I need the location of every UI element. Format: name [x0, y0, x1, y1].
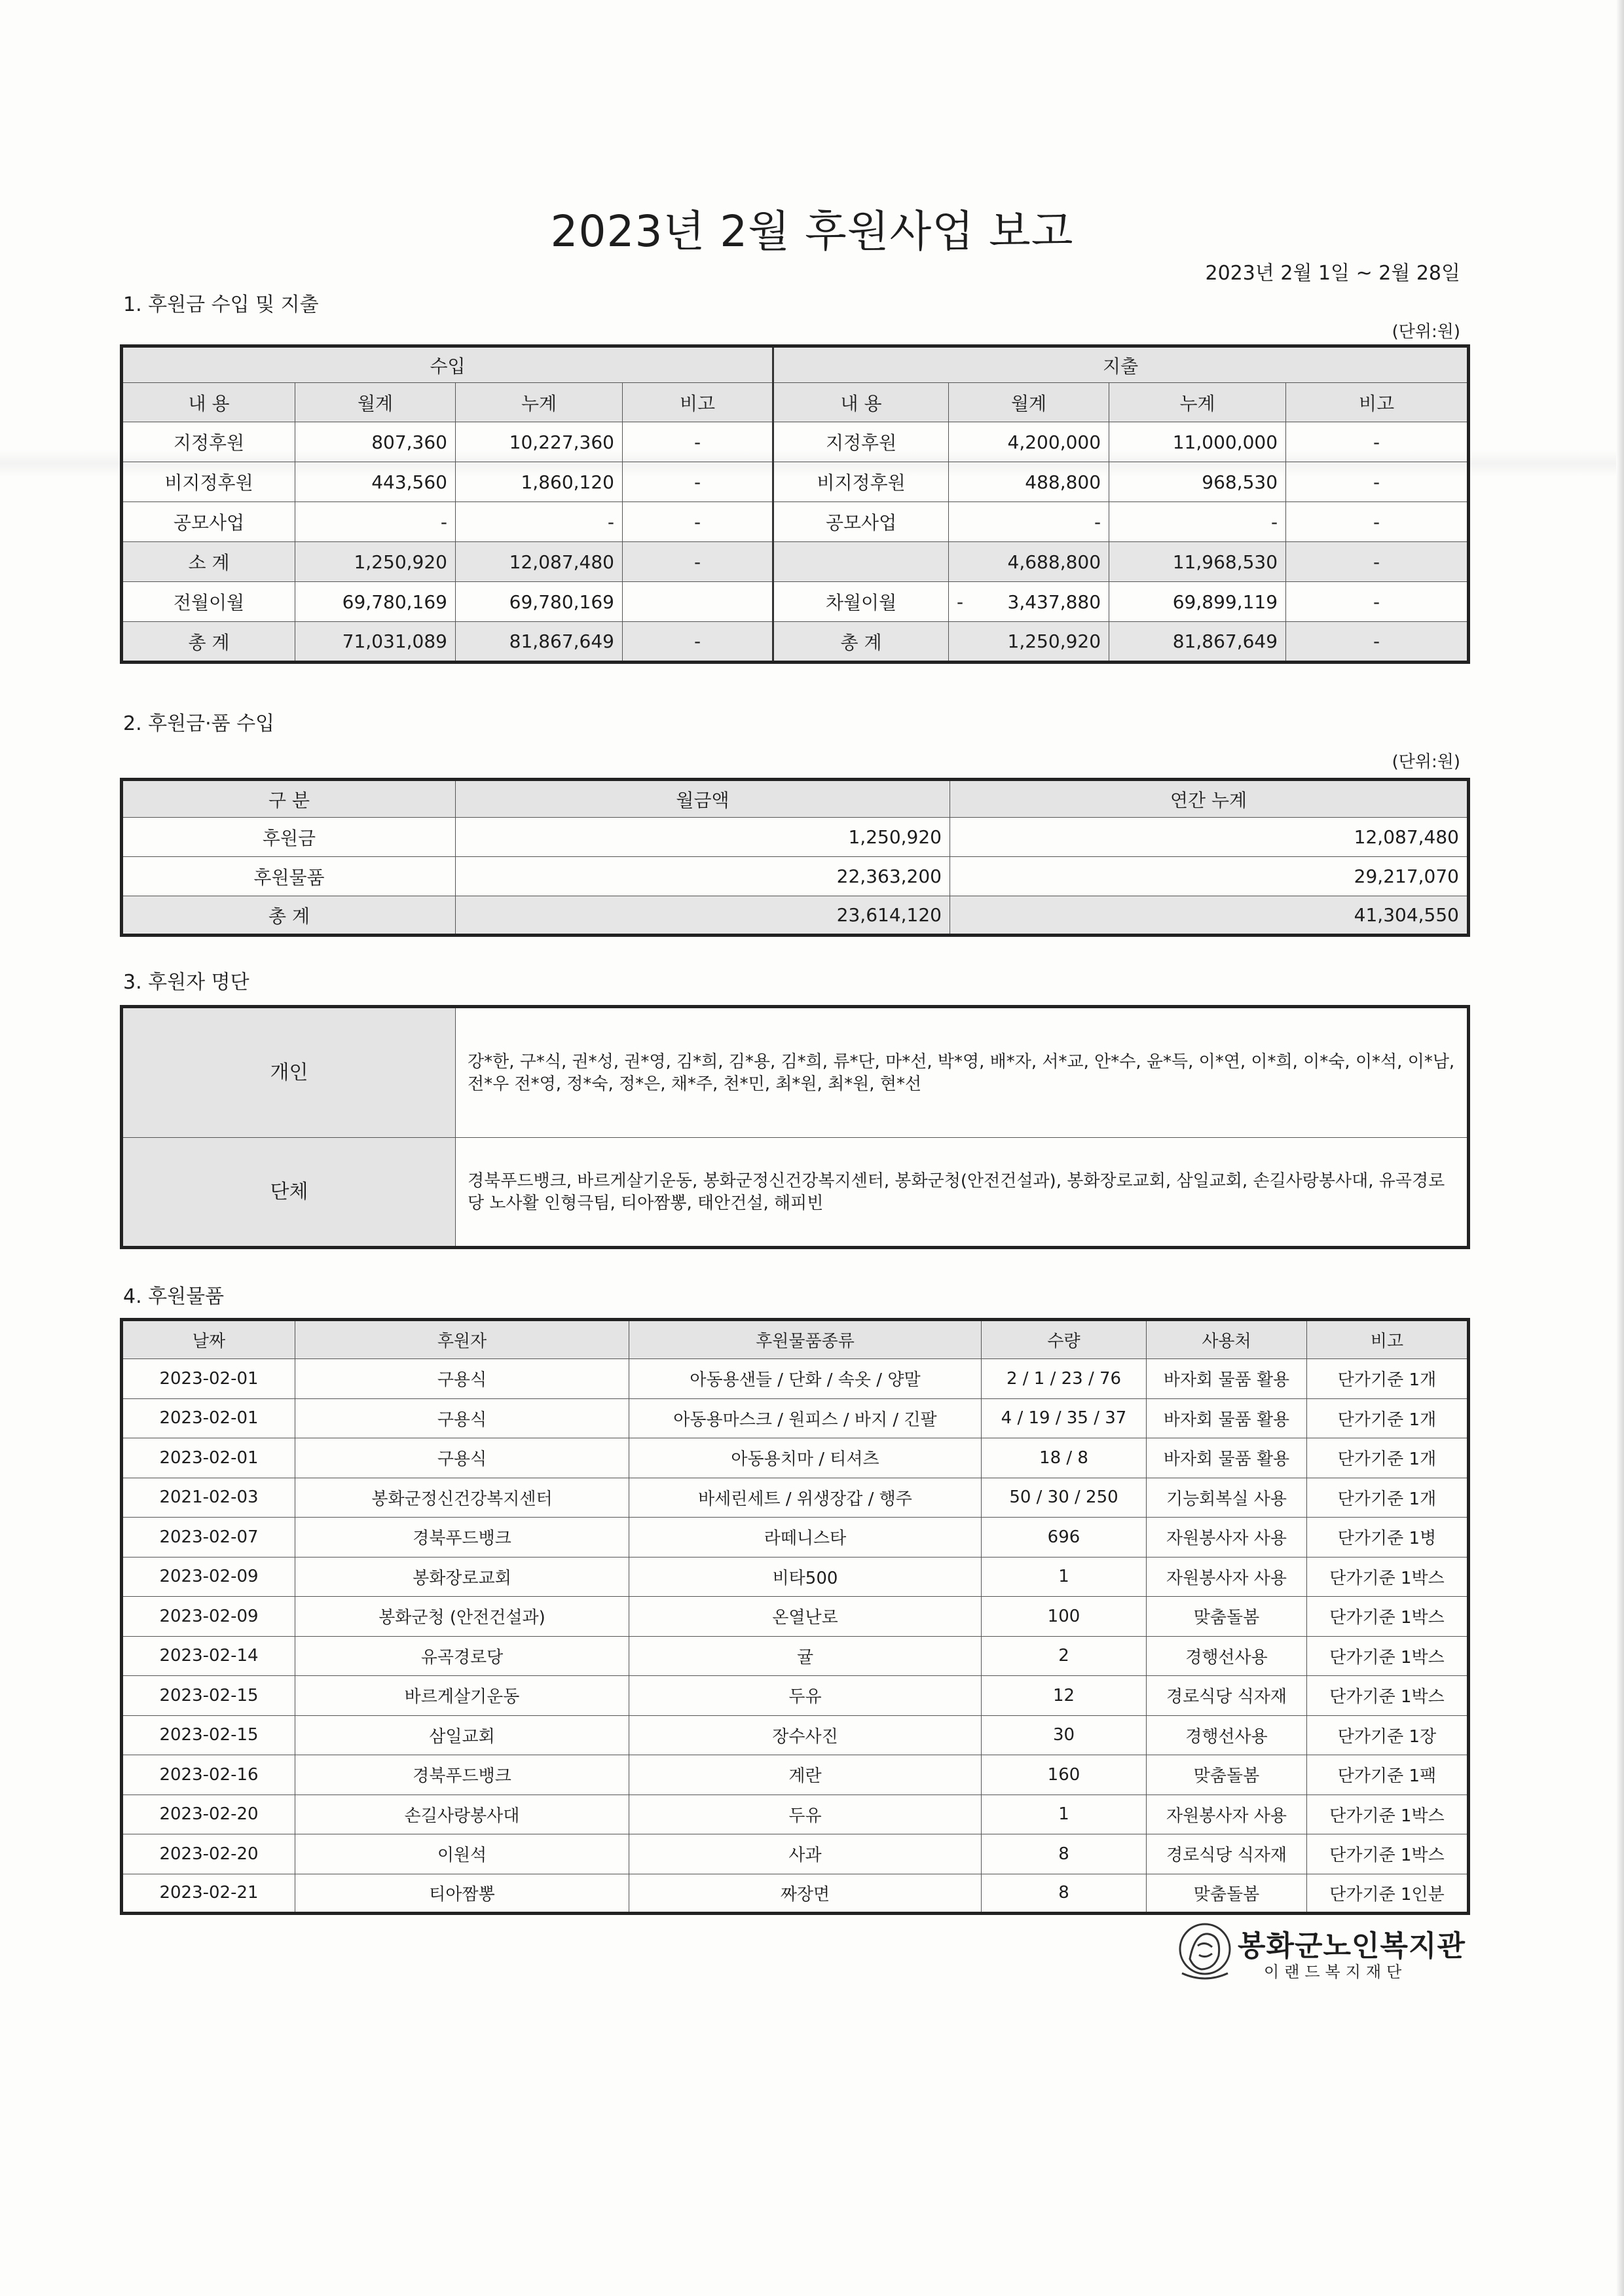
col-header: 구 분	[122, 780, 456, 818]
goods-quantity: 100	[982, 1597, 1147, 1637]
goods-quantity: 30	[982, 1715, 1147, 1755]
table-row	[122, 857, 1469, 896]
goods-usage: 바자회 물품 활용	[1147, 1398, 1307, 1438]
group-row	[122, 1138, 1469, 1248]
income-item: 소 계	[122, 542, 295, 582]
goods-note: 단가기준 1박스	[1307, 1597, 1469, 1637]
table-row	[122, 1359, 1469, 1399]
goods-item: 짜장면	[629, 1874, 982, 1914]
goods-date: 2023-02-01	[122, 1438, 295, 1478]
goods-item: 계란	[629, 1755, 982, 1795]
expense-cumulative: 81,867,649	[1109, 622, 1286, 663]
report-period: 2023년 2월 1일 ~ 2월 28일	[1205, 262, 1460, 285]
goods-note: 단가기준 1팩	[1307, 1755, 1469, 1795]
income-cumulative: -	[456, 502, 623, 542]
income-note	[623, 582, 773, 622]
table-row	[122, 1478, 1469, 1518]
table-row	[122, 1715, 1469, 1755]
goods-date: 2023-02-01	[122, 1398, 295, 1438]
goods-usage: 맞춤돌봄	[1147, 1597, 1307, 1637]
table-row	[122, 1874, 1469, 1914]
col-header: 수량	[982, 1320, 1147, 1359]
month-amount: 23,614,120	[456, 896, 950, 936]
table-row	[122, 422, 1469, 462]
goods-note: 단가기준 1인분	[1307, 1874, 1469, 1914]
goods-usage: 기능회복실 사용	[1147, 1478, 1307, 1518]
annual-total: 29,217,070	[950, 857, 1469, 896]
col-header: 후원자	[295, 1320, 629, 1359]
income-month: 1,250,920	[295, 542, 456, 582]
goods-usage: 경행선사용	[1147, 1636, 1307, 1676]
goods-quantity: 160	[982, 1755, 1147, 1795]
income-cumulative: 1,860,120	[456, 462, 623, 502]
income-month: -	[295, 502, 456, 542]
goods-item: 비타500	[629, 1557, 982, 1597]
col-header: 비고	[623, 383, 773, 422]
group-label: 단체	[122, 1138, 456, 1248]
goods-note: 단가기준 1박스	[1307, 1795, 1469, 1834]
expense-item: 차월이월	[773, 582, 949, 622]
table-row	[122, 1795, 1469, 1834]
section4-heading: 4. 후원물품	[123, 1285, 225, 1308]
goods-donor: 봉화군정신건강복지센터	[295, 1478, 629, 1518]
carryover-row	[122, 582, 1469, 622]
goods-note: 단가기준 1개	[1307, 1359, 1469, 1399]
goods-item: 아동용치마 / 티셔츠	[629, 1438, 982, 1478]
income-note: -	[623, 542, 773, 582]
expense-month-value: 4,200,000	[1007, 431, 1101, 453]
goods-donor: 손길사랑봉사대	[295, 1795, 629, 1834]
goods-item: 귤	[629, 1636, 982, 1676]
goods-item: 두유	[629, 1795, 982, 1834]
income-cumulative: 12,087,480	[456, 542, 623, 582]
income-item: 총 계	[122, 622, 295, 663]
section2-heading: 2. 후원금·품 수입	[123, 712, 275, 735]
goods-usage: 바자회 물품 활용	[1147, 1359, 1307, 1399]
expense-month-value: 3,437,880	[1007, 591, 1101, 613]
income-item: 전월이월	[122, 582, 295, 622]
expense-month-value: 1,250,920	[1007, 630, 1101, 652]
expense-note: -	[1286, 422, 1469, 462]
individual-label: 개인	[122, 1007, 456, 1138]
goods-item: 아동용샌들 / 단화 / 속옷 / 양말	[629, 1359, 982, 1399]
table-row	[122, 502, 1469, 542]
table-row	[122, 1755, 1469, 1795]
col-header: 날짜	[122, 1320, 295, 1359]
category-label: 후원물품	[122, 857, 456, 896]
goods-usage: 바자회 물품 활용	[1147, 1438, 1307, 1478]
individual-row	[122, 1007, 1469, 1138]
income-item: 공모사업	[122, 502, 295, 542]
donor-list-table	[120, 1005, 1470, 1249]
goods-note: 단가기준 1개	[1307, 1478, 1469, 1518]
organization-logo	[1175, 1920, 1490, 1992]
goods-donor: 삼일교회	[295, 1715, 629, 1755]
table-row	[122, 1438, 1469, 1478]
income-expense-table	[120, 344, 1470, 664]
expense-cumulative: 968,530	[1109, 462, 1286, 502]
expense-item: 총 계	[773, 622, 949, 663]
table-row	[122, 1597, 1469, 1637]
income-month: 69,780,169	[295, 582, 456, 622]
subtotal-row	[122, 542, 1469, 582]
goods-donor: 경북푸드뱅크	[295, 1518, 629, 1558]
expense-month	[949, 542, 1109, 582]
income-month: 807,360	[295, 422, 456, 462]
goods-quantity: 8	[982, 1874, 1147, 1914]
table-row	[122, 1398, 1469, 1438]
goods-donor: 이원석	[295, 1834, 629, 1874]
goods-date: 2023-02-16	[122, 1755, 295, 1795]
expense-month	[949, 582, 1109, 622]
goods-item: 바세린세트 / 위생장갑 / 행주	[629, 1478, 982, 1518]
goods-item: 아동용마스크 / 원피스 / 바지 / 긴팔	[629, 1398, 982, 1438]
expense-note: -	[1286, 582, 1469, 622]
logo-subtitle: 이랜드복지재단	[1264, 1963, 1407, 1981]
expense-sign: -	[957, 591, 964, 613]
goods-date: 2023-02-15	[122, 1715, 295, 1755]
goods-note: 단가기준 1개	[1307, 1398, 1469, 1438]
annual-total: 12,087,480	[950, 818, 1469, 857]
col-header: 후원물품종류	[629, 1320, 982, 1359]
goods-item: 사과	[629, 1834, 982, 1874]
goods-table-body	[122, 1359, 1469, 1914]
expense-cumulative: 11,000,000	[1109, 422, 1286, 462]
goods-date: 2023-02-14	[122, 1636, 295, 1676]
expense-cumulative: -	[1109, 502, 1286, 542]
goods-date: 2023-02-15	[122, 1676, 295, 1716]
goods-usage: 경행선사용	[1147, 1715, 1307, 1755]
goods-donor: 구용식	[295, 1398, 629, 1438]
income-item: 지정후원	[122, 422, 295, 462]
goods-date: 2023-02-20	[122, 1834, 295, 1874]
goods-date: 2023-02-09	[122, 1557, 295, 1597]
goods-quantity: 2 / 1 / 23 / 76	[982, 1359, 1147, 1399]
col-header: 누계	[1109, 383, 1286, 422]
goods-donor: 구용식	[295, 1359, 629, 1399]
expense-cumulative: 11,968,530	[1109, 542, 1286, 582]
goods-donor: 봉화군청 (안전건설과)	[295, 1597, 629, 1637]
income-cumulative: 10,227,360	[456, 422, 623, 462]
col-header: 누계	[456, 383, 623, 422]
category-label: 후원금	[122, 818, 456, 857]
goods-usage: 경로식당 식자재	[1147, 1834, 1307, 1874]
income-cumulative: 69,780,169	[456, 582, 623, 622]
income-cumulative: 81,867,649	[456, 622, 623, 663]
col-header: 월금액	[456, 780, 950, 818]
table-row	[122, 1636, 1469, 1676]
goods-usage: 맞춤돌봄	[1147, 1874, 1307, 1914]
category-label: 총 계	[122, 896, 456, 936]
goods-date: 2023-02-01	[122, 1359, 295, 1399]
goods-usage: 맞춤돌봄	[1147, 1755, 1307, 1795]
goods-quantity: 1	[982, 1557, 1147, 1597]
month-amount: 22,363,200	[456, 857, 950, 896]
goods-usage: 경로식당 식자재	[1147, 1676, 1307, 1716]
total-row	[122, 896, 1469, 936]
expense-note: -	[1286, 622, 1469, 663]
donation-income-table	[120, 778, 1470, 937]
goods-date: 2023-02-21	[122, 1874, 295, 1914]
table-row	[122, 1557, 1469, 1597]
goods-usage: 자원봉사자 사용	[1147, 1518, 1307, 1558]
col-header: 비고	[1286, 383, 1469, 422]
goods-quantity: 8	[982, 1834, 1147, 1874]
goods-note: 단가기준 1박스	[1307, 1834, 1469, 1874]
expense-month-value: 488,800	[1025, 471, 1101, 493]
goods-date: 2023-02-20	[122, 1795, 295, 1834]
group-header-row	[122, 346, 1469, 383]
expense-month	[949, 462, 1109, 502]
logo-name: 봉화군노인복지관	[1238, 1929, 1466, 1963]
goods-date: 2021-02-03	[122, 1478, 295, 1518]
income-note: -	[623, 622, 773, 663]
table-row	[122, 1518, 1469, 1558]
annual-total: 41,304,550	[950, 896, 1469, 936]
goods-usage: 자원봉사자 사용	[1147, 1557, 1307, 1597]
goods-quantity: 2	[982, 1636, 1147, 1676]
goods-quantity: 696	[982, 1518, 1147, 1558]
expense-item: 비지정후원	[773, 462, 949, 502]
goods-quantity: 50 / 30 / 250	[982, 1478, 1147, 1518]
col-header: 월계	[949, 383, 1109, 422]
goods-quantity: 1	[982, 1795, 1147, 1834]
goods-date: 2023-02-09	[122, 1597, 295, 1637]
income-month: 443,560	[295, 462, 456, 502]
goods-note: 단가기준 1박스	[1307, 1557, 1469, 1597]
goods-donor: 바르게살기운동	[295, 1676, 629, 1716]
goods-donor: 유곡경로당	[295, 1636, 629, 1676]
goods-usage: 자원봉사자 사용	[1147, 1795, 1307, 1834]
expense-note: -	[1286, 462, 1469, 502]
col-header: 연간 누계	[950, 780, 1469, 818]
expense-note: -	[1286, 502, 1469, 542]
col-header: 내 용	[122, 383, 295, 422]
table-row	[122, 1834, 1469, 1874]
month-amount: 1,250,920	[456, 818, 950, 857]
expense-month-value: -	[1094, 511, 1101, 533]
col-header: 사용처	[1147, 1320, 1307, 1359]
column-header-row	[122, 383, 1469, 422]
goods-note: 단가기준 1박스	[1307, 1676, 1469, 1716]
goods-donor: 구용식	[295, 1438, 629, 1478]
goods-item: 장수사진	[629, 1715, 982, 1755]
goods-note: 단가기준 1장	[1307, 1715, 1469, 1755]
table-row	[122, 462, 1469, 502]
seal-icon	[1175, 1920, 1234, 1985]
col-header: 내 용	[773, 383, 949, 422]
expense-item: 공모사업	[773, 502, 949, 542]
goods-quantity: 4 / 19 / 35 / 37	[982, 1398, 1147, 1438]
table-row	[122, 818, 1469, 857]
goods-donor: 경북푸드뱅크	[295, 1755, 629, 1795]
income-note: -	[623, 502, 773, 542]
goods-donor: 티아짬뽕	[295, 1874, 629, 1914]
income-header: 수입	[122, 346, 773, 383]
col-header: 비고	[1307, 1320, 1469, 1359]
unit-label-2: (단위:원)	[1392, 752, 1460, 772]
col-header: 월계	[295, 383, 456, 422]
expense-month	[949, 422, 1109, 462]
goods-quantity: 12	[982, 1676, 1147, 1716]
column-header-row	[122, 780, 1469, 818]
expense-cumulative: 69,899,119	[1109, 582, 1286, 622]
expense-item	[773, 542, 949, 582]
income-note: -	[623, 462, 773, 502]
expense-header: 지출	[773, 346, 1469, 383]
income-item: 비지정후원	[122, 462, 295, 502]
income-note: -	[623, 422, 773, 462]
goods-note: 단가기준 1박스	[1307, 1636, 1469, 1676]
section3-heading: 3. 후원자 명단	[123, 971, 249, 994]
goods-item: 온열난로	[629, 1597, 982, 1637]
total-row	[122, 622, 1469, 663]
page-edge-shadow	[1616, 0, 1624, 2296]
group-names: 경북푸드뱅크, 바르게살기운동, 봉화군정신건강복지센터, 봉화군청(안전건설과), 봉화장로교회, 삼일교회, 손길사랑봉사대, 유곡경로당 노사활 인형극팀, 티아짬뽕, 태안건설, 해피빈	[456, 1138, 1469, 1248]
section1-heading: 1. 후원금 수입 및 지출	[123, 293, 319, 316]
column-header-row	[122, 1320, 1469, 1359]
expense-month	[949, 502, 1109, 542]
expense-month-value: 4,688,800	[1007, 551, 1101, 573]
donated-goods-table	[120, 1318, 1470, 1915]
unit-label-1: (단위:원)	[1392, 322, 1460, 342]
goods-item: 라떼니스타	[629, 1518, 982, 1558]
goods-quantity: 18 / 8	[982, 1438, 1147, 1478]
expense-item: 지정후원	[773, 422, 949, 462]
goods-donor: 봉화장로교회	[295, 1557, 629, 1597]
table-row	[122, 1676, 1469, 1716]
individual-names: 강*한, 구*식, 권*성, 권*영, 김*희, 김*용, 김*희, 류*단, 마*선, 박*영, 배*자, 서*교, 안*수, 윤*득, 이*연, 이*희, 이*숙, 이*석, 이*남, 전*우 전*영, 정*숙, 정*은, 채*주, 천*민, 최*원, 최*원, 현*선	[456, 1007, 1469, 1138]
goods-note: 단가기준 1병	[1307, 1518, 1469, 1558]
goods-note: 단가기준 1개	[1307, 1438, 1469, 1478]
expense-month	[949, 622, 1109, 663]
goods-item: 두유	[629, 1676, 982, 1716]
income-month: 71,031,089	[295, 622, 456, 663]
goods-date: 2023-02-07	[122, 1518, 295, 1558]
expense-note: -	[1286, 542, 1469, 582]
page-title: 2023년 2월 후원사업 보고	[550, 206, 1074, 257]
